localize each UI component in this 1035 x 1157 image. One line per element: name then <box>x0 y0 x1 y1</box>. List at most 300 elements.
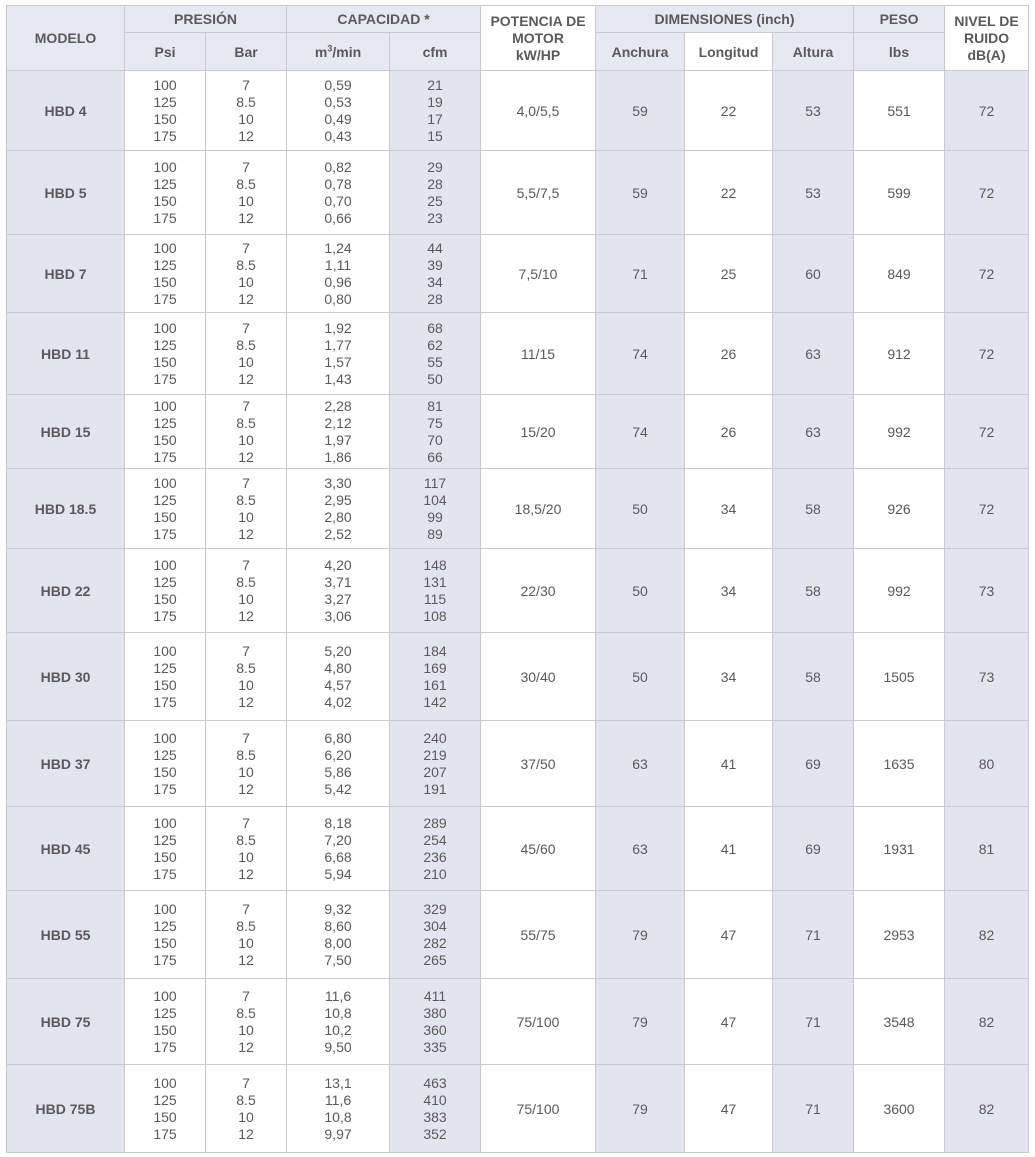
cell-bar-value: 10 <box>238 431 254 448</box>
cell-cfm-value: 44 <box>427 239 443 256</box>
cell-m3min-value: 3,06 <box>324 607 352 624</box>
cell-cfm-value: 265 <box>423 951 447 968</box>
cell-bar-value: 8.5 <box>236 831 256 848</box>
cell-length: 41 <box>685 807 773 891</box>
cell-bar-value: 7 <box>242 319 250 336</box>
cell-model: HBD 4 <box>7 71 125 151</box>
cell-bar-value: 7 <box>242 76 250 93</box>
cell-weight: 551 <box>854 71 945 151</box>
cell-power: 75/100 <box>481 1065 596 1153</box>
cell-psi <box>125 395 206 469</box>
cell-m3min-value: 0,43 <box>324 127 352 144</box>
cell-bar <box>206 71 287 151</box>
cell-cfm-value: 28 <box>427 175 443 192</box>
header-capacidad: CAPACIDAD * <box>287 6 481 33</box>
cell-m3min-value: 0,96 <box>324 273 352 290</box>
cell-m3min-value: 11,6 <box>324 987 352 1004</box>
cell-weight: 599 <box>854 151 945 235</box>
cell-weight: 3548 <box>854 979 945 1065</box>
cell-weight: 992 <box>854 549 945 633</box>
cell-bar-value: 7 <box>242 474 250 491</box>
cell-m3min-value: 1,77 <box>324 336 352 353</box>
header-altura: Altura <box>773 33 854 71</box>
cell-psi <box>125 721 206 807</box>
cell-model: HBD 22 <box>7 549 125 633</box>
cell-cfm-value: 29 <box>427 158 443 175</box>
cell-bar-value: 10 <box>238 353 254 370</box>
cell-height: 69 <box>773 721 854 807</box>
table-row <box>7 313 1029 395</box>
cell-bar-value: 7 <box>242 397 250 414</box>
cell-weight: 992 <box>854 395 945 469</box>
cell-width: 50 <box>596 549 685 633</box>
cell-m3min <box>287 721 390 807</box>
cell-m3min-value: 10,8 <box>324 1108 352 1125</box>
cell-psi-value: 125 <box>153 93 177 110</box>
cell-cfm-value: 411 <box>423 987 447 1004</box>
cell-m3min-value: 5,42 <box>324 780 352 797</box>
cell-noise: 82 <box>945 1065 1029 1153</box>
table-body <box>7 71 1029 1153</box>
cell-cfm <box>390 549 481 633</box>
cell-height: 63 <box>773 395 854 469</box>
cell-power: 5,5/7,5 <box>481 151 596 235</box>
cell-m3min-value: 0,49 <box>324 110 352 127</box>
header-m3min <box>287 33 390 71</box>
cell-m3min-value: 9,50 <box>324 1038 352 1055</box>
cell-psi-value: 175 <box>153 290 177 307</box>
cell-psi-value: 125 <box>153 175 177 192</box>
cell-psi <box>125 313 206 395</box>
cell-psi-value: 100 <box>153 1074 177 1091</box>
cell-bar <box>206 1065 287 1153</box>
cell-cfm <box>390 313 481 395</box>
cell-psi <box>125 807 206 891</box>
cell-bar-value: 10 <box>238 273 254 290</box>
cell-length: 25 <box>685 235 773 313</box>
cell-height: 60 <box>773 235 854 313</box>
cell-bar-value: 7 <box>242 556 250 573</box>
header-psi: Psi <box>125 33 206 71</box>
table-row <box>7 633 1029 721</box>
cell-cfm <box>390 979 481 1065</box>
header-dimensiones: DIMENSIONES (inch) <box>596 6 854 33</box>
cell-model: HBD 15 <box>7 395 125 469</box>
cell-m3min-value: 5,94 <box>324 865 352 882</box>
cell-m3min-value: 1,43 <box>324 370 352 387</box>
cell-bar-value: 8.5 <box>236 336 256 353</box>
cell-noise: 80 <box>945 721 1029 807</box>
cell-cfm-value: 410 <box>423 1091 447 1108</box>
cell-weight: 2953 <box>854 891 945 979</box>
cell-m3min-value: 1,24 <box>324 239 352 256</box>
cell-bar-value: 8.5 <box>236 175 256 192</box>
cell-cfm-value: 207 <box>423 763 447 780</box>
table-row <box>7 1065 1029 1153</box>
cell-length: 26 <box>685 313 773 395</box>
cell-bar-value: 12 <box>238 127 254 144</box>
cell-cfm-value: 70 <box>427 431 443 448</box>
cell-m3min <box>287 71 390 151</box>
cell-cfm <box>390 1065 481 1153</box>
cell-width: 63 <box>596 721 685 807</box>
cell-bar <box>206 979 287 1065</box>
cell-m3min <box>287 395 390 469</box>
cell-psi-value: 100 <box>153 397 177 414</box>
cell-power: 11/15 <box>481 313 596 395</box>
cell-psi-value: 125 <box>153 573 177 590</box>
cell-m3min-value: 1,57 <box>324 353 352 370</box>
table-row <box>7 721 1029 807</box>
cell-noise: 72 <box>945 395 1029 469</box>
cell-m3min-value: 13,1 <box>324 1074 352 1091</box>
cell-length: 34 <box>685 469 773 549</box>
cell-m3min <box>287 151 390 235</box>
cell-cfm-value: 81 <box>427 397 443 414</box>
cell-cfm-value: 34 <box>427 273 443 290</box>
cell-cfm-value: 360 <box>423 1021 447 1038</box>
cell-cfm-value: 219 <box>423 746 447 763</box>
cell-bar-value: 10 <box>238 192 254 209</box>
cell-width: 74 <box>596 395 685 469</box>
cell-m3min-value: 6,20 <box>324 746 352 763</box>
cell-height: 58 <box>773 549 854 633</box>
cell-model: HBD 5 <box>7 151 125 235</box>
cell-height: 53 <box>773 71 854 151</box>
cell-bar-value: 8.5 <box>236 93 256 110</box>
cell-model: HBD 37 <box>7 721 125 807</box>
header-m3min-tail: /min <box>332 43 362 60</box>
cell-psi-value: 100 <box>153 642 177 659</box>
header-presion: PRESIÓN <box>125 6 287 33</box>
cell-height: 58 <box>773 633 854 721</box>
cell-m3min-value: 4,02 <box>324 693 352 710</box>
cell-bar-value: 12 <box>238 693 254 710</box>
header-ruido-line3: dB(A) <box>967 46 1006 63</box>
cell-m3min-value: 8,00 <box>324 934 352 951</box>
cell-cfm <box>390 71 481 151</box>
cell-psi-value: 175 <box>153 525 177 542</box>
cell-model: HBD 7 <box>7 235 125 313</box>
cell-cfm <box>390 721 481 807</box>
cell-psi <box>125 633 206 721</box>
cell-height: 71 <box>773 979 854 1065</box>
cell-noise: 73 <box>945 633 1029 721</box>
cell-cfm-value: 28 <box>427 290 443 307</box>
cell-psi-value: 175 <box>153 607 177 624</box>
cell-cfm-value: 17 <box>427 110 443 127</box>
cell-psi-value: 175 <box>153 951 177 968</box>
cell-width: 50 <box>596 469 685 549</box>
cell-length: 47 <box>685 891 773 979</box>
cell-m3min <box>287 549 390 633</box>
cell-psi <box>125 891 206 979</box>
cell-m3min-value: 2,80 <box>324 508 352 525</box>
cell-m3min-value: 0,80 <box>324 290 352 307</box>
cell-cfm-value: 50 <box>427 370 443 387</box>
cell-length: 47 <box>685 1065 773 1153</box>
cell-weight: 1635 <box>854 721 945 807</box>
cell-cfm-value: 329 <box>423 900 447 917</box>
cell-psi-value: 150 <box>153 273 177 290</box>
cell-m3min-value: 10,8 <box>324 1004 352 1021</box>
cell-psi-value: 150 <box>153 763 177 780</box>
cell-m3min-value: 0,59 <box>324 76 352 93</box>
cell-noise: 82 <box>945 891 1029 979</box>
cell-weight: 926 <box>854 469 945 549</box>
cell-width: 79 <box>596 979 685 1065</box>
cell-psi-value: 100 <box>153 814 177 831</box>
cell-width: 79 <box>596 891 685 979</box>
cell-cfm-value: 75 <box>427 414 443 431</box>
table-row <box>7 979 1029 1065</box>
cell-noise: 72 <box>945 71 1029 151</box>
cell-psi-value: 125 <box>153 256 177 273</box>
cell-m3min-value: 9,32 <box>324 900 352 917</box>
cell-m3min <box>287 469 390 549</box>
cell-psi-value: 100 <box>153 319 177 336</box>
cell-length: 26 <box>685 395 773 469</box>
header-potencia <box>481 6 596 71</box>
cell-psi-value: 100 <box>153 76 177 93</box>
cell-model: HBD 45 <box>7 807 125 891</box>
cell-psi-value: 175 <box>153 209 177 226</box>
cell-cfm <box>390 891 481 979</box>
cell-cfm-value: 68 <box>427 319 443 336</box>
cell-power: 37/50 <box>481 721 596 807</box>
cell-m3min-value: 2,28 <box>324 397 352 414</box>
cell-psi-value: 125 <box>153 336 177 353</box>
cell-bar-value: 8.5 <box>236 491 256 508</box>
cell-bar-value: 10 <box>238 1021 254 1038</box>
cell-bar-value: 12 <box>238 209 254 226</box>
cell-bar <box>206 151 287 235</box>
cell-psi-value: 125 <box>153 1091 177 1108</box>
cell-psi-value: 175 <box>153 370 177 387</box>
cell-noise: 73 <box>945 549 1029 633</box>
cell-width: 63 <box>596 807 685 891</box>
cell-model: HBD 30 <box>7 633 125 721</box>
cell-m3min-value: 0,70 <box>324 192 352 209</box>
cell-power: 55/75 <box>481 891 596 979</box>
cell-model: HBD 75 <box>7 979 125 1065</box>
cell-m3min-value: 4,57 <box>324 676 352 693</box>
cell-weight: 3600 <box>854 1065 945 1153</box>
cell-m3min-value: 1,92 <box>324 319 352 336</box>
cell-psi-value: 150 <box>153 848 177 865</box>
cell-bar-value: 10 <box>238 110 254 127</box>
cell-bar <box>206 807 287 891</box>
cell-bar-value: 8.5 <box>236 573 256 590</box>
cell-psi <box>125 71 206 151</box>
cell-bar-value: 12 <box>238 780 254 797</box>
cell-bar-value: 7 <box>242 158 250 175</box>
cell-bar <box>206 721 287 807</box>
cell-bar <box>206 891 287 979</box>
header-longitud: Longitud <box>685 33 773 71</box>
cell-cfm <box>390 807 481 891</box>
cell-psi <box>125 979 206 1065</box>
cell-psi-value: 125 <box>153 831 177 848</box>
cell-noise: 72 <box>945 235 1029 313</box>
table-header <box>7 6 1029 71</box>
cell-bar-value: 7 <box>242 814 250 831</box>
cell-m3min-value: 5,20 <box>324 642 352 659</box>
cell-psi-value: 150 <box>153 1108 177 1125</box>
header-m3min-sup: 3 <box>327 42 333 53</box>
cell-cfm-value: 380 <box>423 1004 447 1021</box>
cell-power: 30/40 <box>481 633 596 721</box>
cell-cfm-value: 66 <box>427 448 443 465</box>
cell-m3min-value: 3,27 <box>324 590 352 607</box>
cell-length: 47 <box>685 979 773 1065</box>
cell-cfm-value: 142 <box>423 693 447 710</box>
cell-bar-value: 12 <box>238 951 254 968</box>
cell-height: 53 <box>773 151 854 235</box>
table-row <box>7 891 1029 979</box>
cell-bar-value: 8.5 <box>236 414 256 431</box>
cell-cfm-value: 117 <box>423 474 447 491</box>
cell-cfm-value: 62 <box>427 336 443 353</box>
cell-cfm-value: 169 <box>423 659 447 676</box>
cell-bar-value: 10 <box>238 508 254 525</box>
specs-table <box>6 5 1029 1153</box>
cell-cfm-value: 21 <box>427 76 443 93</box>
cell-psi-value: 150 <box>153 934 177 951</box>
cell-psi-value: 125 <box>153 917 177 934</box>
cell-bar-value: 10 <box>238 763 254 780</box>
cell-bar-value: 12 <box>238 448 254 465</box>
cell-model: HBD 55 <box>7 891 125 979</box>
cell-bar-value: 12 <box>238 290 254 307</box>
cell-bar-value: 10 <box>238 590 254 607</box>
cell-noise: 81 <box>945 807 1029 891</box>
cell-bar-value: 10 <box>238 1108 254 1125</box>
cell-bar-value: 7 <box>242 1074 250 1091</box>
cell-cfm-value: 463 <box>423 1074 447 1091</box>
cell-m3min-value: 1,97 <box>324 431 352 448</box>
cell-m3min-value: 6,68 <box>324 848 352 865</box>
cell-model: HBD 11 <box>7 313 125 395</box>
cell-psi-value: 125 <box>153 414 177 431</box>
cell-width: 79 <box>596 1065 685 1153</box>
cell-noise: 72 <box>945 151 1029 235</box>
cell-bar <box>206 469 287 549</box>
cell-bar-value: 10 <box>238 934 254 951</box>
cell-cfm-value: 289 <box>423 814 447 831</box>
cell-m3min-value: 7,20 <box>324 831 352 848</box>
cell-width: 50 <box>596 633 685 721</box>
header-potencia-line2: MOTOR <box>512 29 564 46</box>
cell-psi-value: 100 <box>153 987 177 1004</box>
table-row <box>7 71 1029 151</box>
cell-psi <box>125 1065 206 1153</box>
cell-m3min-value: 3,71 <box>324 573 352 590</box>
cell-psi-value: 175 <box>153 693 177 710</box>
cell-psi-value: 150 <box>153 353 177 370</box>
cell-cfm-value: 148 <box>423 556 447 573</box>
cell-cfm-value: 236 <box>423 848 447 865</box>
cell-m3min-value: 6,80 <box>324 729 352 746</box>
cell-cfm-value: 39 <box>427 256 443 273</box>
cell-width: 59 <box>596 151 685 235</box>
cell-length: 41 <box>685 721 773 807</box>
cell-psi-value: 150 <box>153 431 177 448</box>
cell-cfm <box>390 151 481 235</box>
cell-psi-value: 100 <box>153 556 177 573</box>
cell-m3min <box>287 633 390 721</box>
cell-m3min-value: 7,50 <box>324 951 352 968</box>
table-row <box>7 469 1029 549</box>
header-potencia-line1: POTENCIA DE <box>490 12 586 29</box>
cell-m3min-value: 1,11 <box>324 256 352 273</box>
cell-cfm-value: 304 <box>423 917 447 934</box>
table-row <box>7 151 1029 235</box>
table-row <box>7 395 1029 469</box>
cell-m3min-value: 11,6 <box>324 1091 352 1108</box>
cell-bar-value: 12 <box>238 1038 254 1055</box>
cell-psi-value: 150 <box>153 508 177 525</box>
header-peso: PESO <box>854 6 945 33</box>
cell-length: 34 <box>685 633 773 721</box>
header-bar: Bar <box>206 33 287 71</box>
cell-psi-value: 100 <box>153 239 177 256</box>
cell-psi-value: 100 <box>153 900 177 917</box>
cell-psi-value: 100 <box>153 474 177 491</box>
cell-psi-value: 125 <box>153 659 177 676</box>
cell-length: 22 <box>685 71 773 151</box>
cell-length: 22 <box>685 151 773 235</box>
cell-m3min <box>287 235 390 313</box>
cell-m3min <box>287 1065 390 1153</box>
cell-bar <box>206 395 287 469</box>
cell-cfm-value: 131 <box>423 573 447 590</box>
cell-bar-value: 12 <box>238 370 254 387</box>
cell-model: HBD 18.5 <box>7 469 125 549</box>
cell-psi-value: 175 <box>153 127 177 144</box>
cell-psi <box>125 151 206 235</box>
cell-m3min-value: 0,66 <box>324 209 352 226</box>
cell-m3min-value: 4,80 <box>324 659 352 676</box>
cell-cfm-value: 383 <box>423 1108 447 1125</box>
cell-length: 34 <box>685 549 773 633</box>
cell-psi-value: 150 <box>153 1021 177 1038</box>
cell-cfm-value: 23 <box>427 209 443 226</box>
cell-cfm-value: 191 <box>423 780 447 797</box>
table-row <box>7 549 1029 633</box>
cell-bar-value: 7 <box>242 239 250 256</box>
cell-cfm-value: 104 <box>423 491 447 508</box>
cell-bar-value: 12 <box>238 1125 254 1142</box>
cell-width: 59 <box>596 71 685 151</box>
cell-bar-value: 8.5 <box>236 1004 256 1021</box>
cell-m3min-value: 2,12 <box>324 414 352 431</box>
cell-bar <box>206 633 287 721</box>
header-ruido-line2: RUIDO <box>963 29 1010 46</box>
cell-bar-value: 12 <box>238 525 254 542</box>
cell-psi-value: 150 <box>153 192 177 209</box>
cell-bar-value: 8.5 <box>236 746 256 763</box>
cell-cfm-value: 108 <box>423 607 447 624</box>
cell-psi <box>125 235 206 313</box>
cell-bar-value: 8.5 <box>236 1091 256 1108</box>
header-modelo: MODELO <box>7 6 125 71</box>
table-row <box>7 235 1029 313</box>
cell-m3min-value: 0,53 <box>324 93 352 110</box>
cell-cfm <box>390 235 481 313</box>
cell-noise: 72 <box>945 469 1029 549</box>
cell-m3min-value: 0,78 <box>324 175 352 192</box>
